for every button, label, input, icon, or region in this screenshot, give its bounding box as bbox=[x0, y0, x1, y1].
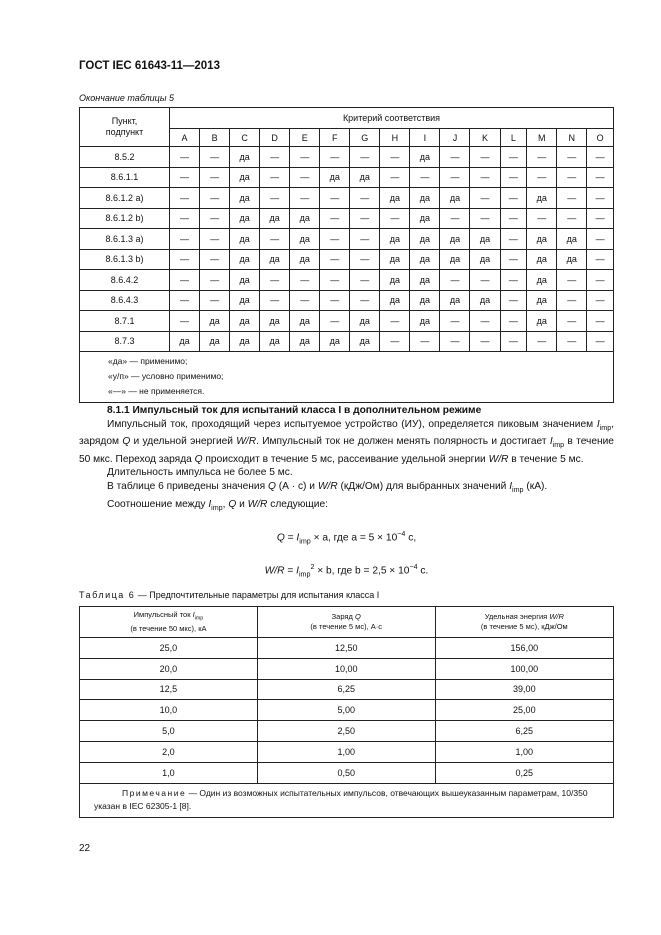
paragraph-relation: Соотношение между $I_{imp}$, Q и W/R следующие: bbox=[107, 498, 328, 512]
criterion-cell: — bbox=[557, 311, 587, 332]
table-row bbox=[80, 167, 614, 188]
criterion-cell: — bbox=[527, 331, 557, 352]
criterion-cell: — bbox=[587, 208, 614, 229]
criterion-cell: — bbox=[290, 188, 320, 209]
value-cell: 12,50 bbox=[257, 638, 435, 659]
criterion-cell: — bbox=[500, 208, 527, 229]
table-row bbox=[80, 679, 614, 700]
criterion-cell: — bbox=[200, 290, 230, 311]
criterion-cell: — bbox=[557, 290, 587, 311]
criterion-cell: да bbox=[380, 290, 410, 311]
value-cell: 2,0 bbox=[80, 741, 258, 762]
value-cell: 0,25 bbox=[435, 762, 613, 783]
header-symbol: W/R bbox=[549, 612, 564, 621]
criterion-cell: — bbox=[260, 188, 290, 209]
criterion-cell: да bbox=[410, 270, 440, 291]
criterion-cell: — bbox=[170, 311, 200, 332]
item-column-header: Пункт, подпункт bbox=[80, 108, 170, 147]
table-6 bbox=[79, 606, 614, 818]
item-cell: 8.5.2 bbox=[80, 147, 170, 168]
criterion-cell: — bbox=[290, 167, 320, 188]
criterion-cell: да bbox=[290, 331, 320, 352]
criterion-cell: — bbox=[527, 167, 557, 188]
criterion-cell: — bbox=[587, 188, 614, 209]
criterion-cell: — bbox=[350, 147, 380, 168]
criterion-cell: — bbox=[350, 188, 380, 209]
item-cell: 8.6.1.1 bbox=[80, 167, 170, 188]
table-row bbox=[80, 721, 614, 742]
item-cell: 8.6.1.2 a) bbox=[80, 188, 170, 209]
criterion-column-a: A bbox=[170, 129, 200, 147]
value-cell: 2,50 bbox=[257, 721, 435, 742]
criterion-cell: да bbox=[410, 311, 440, 332]
paragraph-table-ref: В таблице 6 приведены значения Q (А · с) и W/R (кДж/Ом) для выбранных значений $I_{imp}$ (кА). bbox=[107, 481, 548, 495]
value-cell: 39,00 bbox=[435, 679, 613, 700]
criterion-cell: — bbox=[200, 270, 230, 291]
criterion-column-e: E bbox=[290, 129, 320, 147]
criterion-cell: да bbox=[230, 147, 260, 168]
criterion-cell: — bbox=[557, 331, 587, 352]
value-cell: 12,5 bbox=[80, 679, 258, 700]
criterion-cell: да bbox=[410, 249, 440, 270]
table5-notes bbox=[80, 352, 614, 403]
criterion-cell: да bbox=[410, 229, 440, 250]
criterion-cell: — bbox=[587, 229, 614, 250]
criterion-cell: — bbox=[350, 290, 380, 311]
table6-header-2 bbox=[257, 607, 435, 638]
criterion-cell: да bbox=[320, 167, 350, 188]
value-cell: 25,0 bbox=[80, 638, 258, 659]
criterion-cell: — bbox=[557, 167, 587, 188]
table-row bbox=[80, 290, 614, 311]
criterion-cell: — bbox=[260, 290, 290, 311]
criterion-cell: да bbox=[557, 229, 587, 250]
criterion-cell: — bbox=[380, 208, 410, 229]
note-label: Примечание bbox=[122, 787, 187, 798]
criterion-column-b: B bbox=[200, 129, 230, 147]
criterion-cell: — bbox=[350, 270, 380, 291]
criterion-cell: — bbox=[500, 188, 527, 209]
criterion-cell: да bbox=[230, 270, 260, 291]
criterion-cell: да bbox=[440, 249, 470, 270]
criterion-cell: да bbox=[230, 167, 260, 188]
criterion-cell: — bbox=[260, 229, 290, 250]
criterion-cell: — bbox=[470, 331, 500, 352]
table6-header-1 bbox=[80, 607, 258, 638]
criterion-column-n: N bbox=[557, 129, 587, 147]
criterion-cell: — bbox=[440, 167, 470, 188]
criterion-cell: да bbox=[260, 208, 290, 229]
criterion-cell: — bbox=[587, 249, 614, 270]
criterion-cell: — bbox=[470, 147, 500, 168]
value-cell: 0,50 bbox=[257, 762, 435, 783]
criterion-cell: да bbox=[380, 249, 410, 270]
criterion-cell: — bbox=[350, 208, 380, 229]
value-cell: 156,00 bbox=[435, 638, 613, 659]
criterion-cell: да bbox=[230, 229, 260, 250]
criterion-cell: да bbox=[410, 147, 440, 168]
criterion-cell: да bbox=[230, 331, 260, 352]
value-cell: 100,00 bbox=[435, 658, 613, 679]
formula-energy: $W/R = I_{imp}^2 \times b$, где $b = 2,5 \times 10^{-4}$ с. bbox=[264, 563, 429, 579]
header-unit: (в течение 50 мкс), кА bbox=[130, 623, 207, 633]
criterion-cell: — bbox=[587, 147, 614, 168]
criterion-cell: — bbox=[170, 147, 200, 168]
criterion-cell: — bbox=[200, 188, 230, 209]
criterion-cell: — bbox=[320, 311, 350, 332]
criterion-cell: — bbox=[170, 208, 200, 229]
criterion-cell: да bbox=[230, 311, 260, 332]
value-cell: 6,25 bbox=[257, 679, 435, 700]
criterion-cell: — bbox=[410, 167, 440, 188]
criterion-cell: — bbox=[587, 331, 614, 352]
criterion-cell: да bbox=[557, 249, 587, 270]
criterion-cell: — bbox=[200, 167, 230, 188]
table-row bbox=[80, 331, 614, 352]
value-cell: 5,0 bbox=[80, 721, 258, 742]
criterion-cell: да bbox=[320, 331, 350, 352]
criterion-cell: — bbox=[320, 249, 350, 270]
criterion-cell: — bbox=[500, 311, 527, 332]
criterion-column-k: K bbox=[470, 129, 500, 147]
criterion-cell: — bbox=[320, 290, 350, 311]
criterion-cell: да bbox=[527, 229, 557, 250]
table-row bbox=[80, 249, 614, 270]
criterion-cell: — bbox=[500, 290, 527, 311]
criterion-cell: да bbox=[470, 290, 500, 311]
table-row bbox=[80, 270, 614, 291]
criterion-cell: да bbox=[290, 249, 320, 270]
criterion-cell: — bbox=[380, 311, 410, 332]
table-row bbox=[80, 229, 614, 250]
item-cell: 8.6.4.3 bbox=[80, 290, 170, 311]
criterion-cell: да bbox=[527, 188, 557, 209]
criterion-cell: да bbox=[290, 208, 320, 229]
criterion-cell: — bbox=[500, 331, 527, 352]
table-row bbox=[80, 208, 614, 229]
criterion-column-m: M bbox=[527, 129, 557, 147]
criterion-cell: — bbox=[470, 208, 500, 229]
legend-note: «—» — не применяется. bbox=[108, 386, 205, 396]
criterion-cell: — bbox=[200, 147, 230, 168]
criterion-cell: — bbox=[500, 270, 527, 291]
legend-note: «у/п» — условно применимо; bbox=[108, 371, 224, 381]
criterion-cell: — bbox=[587, 290, 614, 311]
value-cell: 5,00 bbox=[257, 700, 435, 721]
criterion-cell: да bbox=[380, 229, 410, 250]
value-cell: 10,00 bbox=[257, 658, 435, 679]
criterion-cell: да bbox=[440, 188, 470, 209]
criterion-cell: — bbox=[200, 208, 230, 229]
header-symbol: Q bbox=[354, 612, 361, 621]
criterion-cell: — bbox=[200, 249, 230, 270]
criterion-cell: да bbox=[230, 249, 260, 270]
criterion-cell: да bbox=[410, 208, 440, 229]
criterion-cell: — bbox=[320, 270, 350, 291]
criterion-column-g: G bbox=[350, 129, 380, 147]
header-subscript: imp bbox=[194, 615, 204, 622]
criterion-cell: — bbox=[320, 229, 350, 250]
value-cell: 25,00 bbox=[435, 700, 613, 721]
table6-caption: Таблица 6 — Предпочтительные параметры для испытания класса I bbox=[79, 590, 380, 600]
criterion-cell: — bbox=[410, 331, 440, 352]
criterion-column-d: D bbox=[260, 129, 290, 147]
header-text: Удельная энергия bbox=[484, 612, 550, 621]
note-cell bbox=[80, 783, 614, 817]
header-text: Импульсный ток bbox=[133, 610, 193, 620]
criterion-cell: — bbox=[170, 229, 200, 250]
criterion-cell: да bbox=[350, 311, 380, 332]
document-header: ГОСТ IEC 61643-11—2013 bbox=[79, 60, 220, 72]
header-text: Заряд bbox=[331, 612, 355, 621]
criterion-cell: да bbox=[230, 208, 260, 229]
criterion-cell: — bbox=[290, 147, 320, 168]
criterion-cell: — bbox=[350, 229, 380, 250]
criterion-cell: да bbox=[200, 331, 230, 352]
criterion-cell: да bbox=[527, 270, 557, 291]
section-title: 8.1.1 Импульсный ток для испытаний класса I в дополнительном режиме bbox=[107, 405, 482, 416]
criterion-cell: — bbox=[290, 270, 320, 291]
criterion-column-h: H bbox=[380, 129, 410, 147]
criterion-cell: да bbox=[260, 249, 290, 270]
criteria-group-header: Критерий соответствия bbox=[170, 108, 614, 129]
criterion-cell: — bbox=[380, 147, 410, 168]
table6-note bbox=[80, 783, 614, 817]
criterion-cell: да bbox=[290, 311, 320, 332]
criterion-cell: да bbox=[260, 331, 290, 352]
criterion-cell: да bbox=[350, 167, 380, 188]
criterion-cell: — bbox=[557, 147, 587, 168]
criterion-cell: — bbox=[170, 249, 200, 270]
notes-cell bbox=[80, 352, 614, 403]
item-cell: 8.6.1.3 a) bbox=[80, 229, 170, 250]
criterion-cell: — bbox=[587, 167, 614, 188]
criterion-cell: — bbox=[557, 188, 587, 209]
criterion-cell: — bbox=[500, 167, 527, 188]
page-number: 22 bbox=[79, 843, 91, 854]
table-row bbox=[80, 188, 614, 209]
criterion-cell: — bbox=[557, 270, 587, 291]
criterion-cell: да bbox=[527, 249, 557, 270]
criterion-cell: — bbox=[200, 229, 230, 250]
criterion-cell: — bbox=[440, 270, 470, 291]
criterion-cell: — bbox=[170, 290, 200, 311]
criterion-cell: — bbox=[440, 331, 470, 352]
criterion-column-o: O bbox=[587, 129, 614, 147]
paragraph-impulse-current: Импульсный ток, проходящий через испытуемое устройство (ИУ), определяется пиковым значением $I_{imp}$, зарядом Q и удельной энергией W/R. Импульсный ток не должен менять полярность и достигает $I_{imp}$ в течение 50 мкс. Переход заряда Q происходит в течение 5 мс, рассеивание удельной энергии W/R в течение 5 мс. bbox=[79, 418, 614, 465]
criterion-cell: — bbox=[500, 249, 527, 270]
item-cell: 8.6.1.3 b) bbox=[80, 249, 170, 270]
criterion-cell: — bbox=[320, 188, 350, 209]
criterion-cell: да bbox=[380, 270, 410, 291]
legend-note: «да» — применимо; bbox=[108, 356, 188, 366]
table-row bbox=[80, 147, 614, 168]
table5-caption: Окончание таблицы 5 bbox=[79, 93, 174, 103]
criterion-cell: да bbox=[527, 290, 557, 311]
criterion-cell: да bbox=[440, 290, 470, 311]
value-cell: 1,00 bbox=[435, 741, 613, 762]
criterion-cell: — bbox=[380, 167, 410, 188]
criterion-cell: — bbox=[470, 270, 500, 291]
criterion-cell: — bbox=[320, 147, 350, 168]
criterion-cell: да bbox=[410, 290, 440, 311]
criterion-cell: — bbox=[170, 270, 200, 291]
criterion-cell: — bbox=[470, 311, 500, 332]
value-cell: 1,0 bbox=[80, 762, 258, 783]
criterion-cell: — bbox=[260, 167, 290, 188]
criterion-cell: — bbox=[350, 249, 380, 270]
criterion-cell: — bbox=[527, 147, 557, 168]
table-row bbox=[80, 658, 614, 679]
criterion-cell: — bbox=[557, 208, 587, 229]
criterion-cell: да bbox=[260, 311, 290, 332]
criterion-cell: да bbox=[410, 188, 440, 209]
criterion-cell: — bbox=[170, 167, 200, 188]
table-row bbox=[80, 741, 614, 762]
criterion-cell: — bbox=[170, 188, 200, 209]
criterion-column-c: C bbox=[230, 129, 260, 147]
item-cell: 8.7.3 bbox=[80, 331, 170, 352]
criterion-cell: да bbox=[440, 229, 470, 250]
header-unit: (в течение 5 мс), А·с bbox=[310, 622, 383, 631]
criterion-cell: да bbox=[200, 311, 230, 332]
criterion-cell: — bbox=[260, 270, 290, 291]
criterion-cell: — bbox=[587, 311, 614, 332]
criterion-cell: — bbox=[527, 208, 557, 229]
section-8-1-1 bbox=[79, 404, 614, 582]
criterion-cell: — bbox=[320, 208, 350, 229]
header-unit: (в течение 5 мс), кДж/Ом bbox=[480, 622, 568, 631]
value-cell: 6,25 bbox=[435, 721, 613, 742]
criterion-column-j: J bbox=[440, 129, 470, 147]
criterion-column-l: L bbox=[500, 129, 527, 147]
value-cell: 20,0 bbox=[80, 658, 258, 679]
note-text: — Один из возможных испытательных импульсов, отвечающих вышеуказанным параметрам, 10/350 указан в IEC 62305-1 [8]. bbox=[94, 787, 588, 811]
value-cell: 10,0 bbox=[80, 700, 258, 721]
criterion-cell: — bbox=[260, 147, 290, 168]
criterion-cell: да bbox=[350, 331, 380, 352]
criterion-column-f: F bbox=[320, 129, 350, 147]
criterion-cell: — bbox=[470, 167, 500, 188]
criterion-cell: да bbox=[230, 188, 260, 209]
criterion-cell: — bbox=[500, 147, 527, 168]
criterion-cell: да bbox=[470, 229, 500, 250]
criterion-cell: — bbox=[470, 188, 500, 209]
paragraph-duration: Длительность импульса не более 5 мс. bbox=[107, 467, 293, 479]
table-row bbox=[80, 762, 614, 783]
value-cell: 1,00 bbox=[257, 741, 435, 762]
criterion-cell: — bbox=[290, 290, 320, 311]
criterion-cell: — bbox=[380, 331, 410, 352]
criterion-cell: да bbox=[290, 229, 320, 250]
criterion-cell: — bbox=[587, 270, 614, 291]
formula-charge: $Q = I_{imp} \times a$, где $a = 5 \times 10^{-4}$ с, bbox=[276, 530, 417, 546]
criterion-column-i: I bbox=[410, 129, 440, 147]
item-cell: 8.6.4.2 bbox=[80, 270, 170, 291]
criterion-cell: да bbox=[170, 331, 200, 352]
criterion-cell: да bbox=[470, 249, 500, 270]
table-row bbox=[80, 638, 614, 659]
criterion-cell: — bbox=[440, 208, 470, 229]
table6-header-3 bbox=[435, 607, 613, 638]
table-row bbox=[80, 700, 614, 721]
table-row bbox=[80, 311, 614, 332]
table-5 bbox=[79, 107, 614, 403]
criterion-cell: да bbox=[380, 188, 410, 209]
header-symbol: I bbox=[192, 610, 195, 620]
criterion-cell: — bbox=[440, 147, 470, 168]
item-cell: 8.7.1 bbox=[80, 311, 170, 332]
criterion-cell: — bbox=[500, 229, 527, 250]
criterion-cell: — bbox=[440, 311, 470, 332]
criterion-cell: да bbox=[527, 311, 557, 332]
item-cell: 8.6.1.2 b) bbox=[80, 208, 170, 229]
criterion-cell: да bbox=[230, 290, 260, 311]
